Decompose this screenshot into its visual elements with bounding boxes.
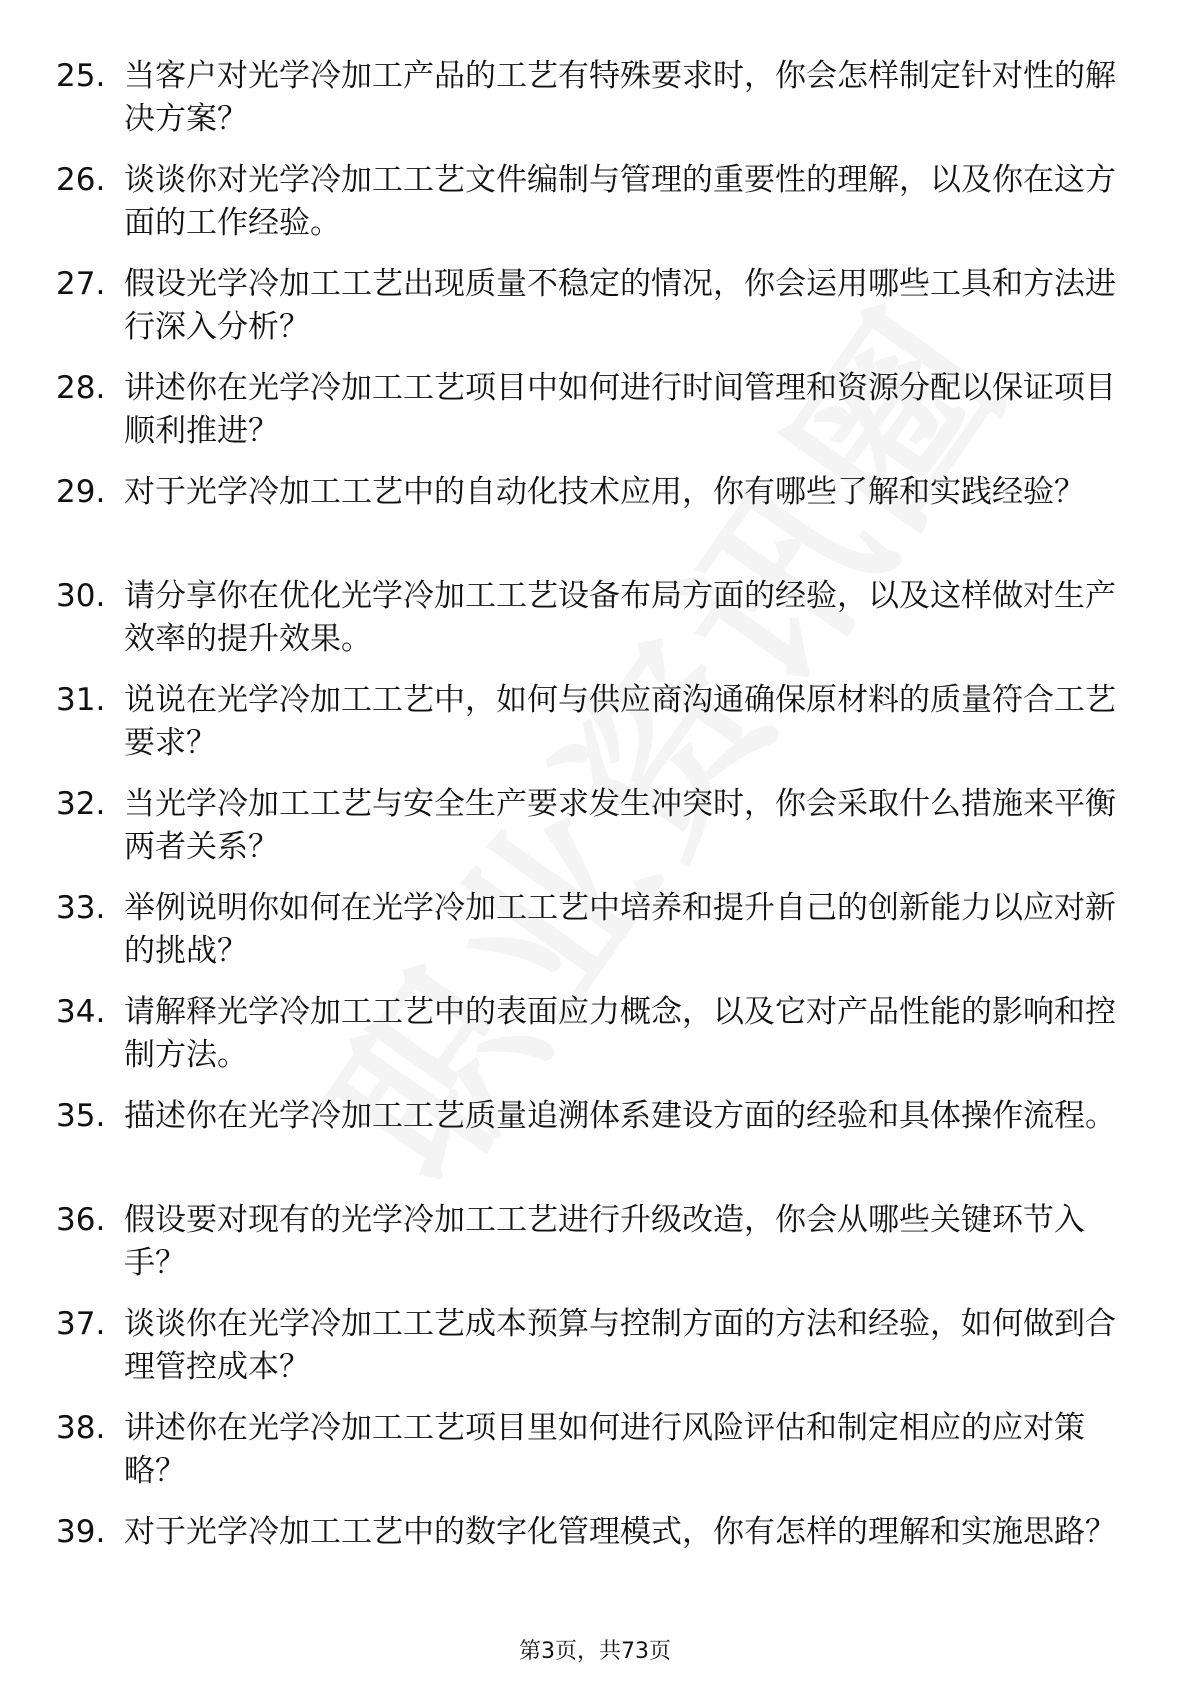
question-item [56,471,1116,575]
question-item [56,367,1116,471]
question-number: 29. [56,474,106,510]
question-number: 31. [56,682,106,718]
question-number: 27. [56,266,106,302]
question-text: 谈谈你对光学冷加工工艺文件编制与管理的重要性的理解，以及你在这方面的工作经验。 [124,162,1116,241]
question-item [56,1407,1116,1511]
page-number-label: 第3页，共73页 [519,1639,671,1664]
question-item [56,1303,1116,1407]
question-text: 当客户对光学冷加工产品的工艺有特殊要求时，你会怎样制定针对性的解决方案？ [124,58,1116,137]
question-text: 假设光学冷加工工艺出现质量不稳定的情况，你会运用哪些工具和方法进行深入分析？ [124,266,1116,345]
question-number: 30. [56,578,106,614]
question-item [56,1511,1116,1615]
question-number: 34. [56,994,106,1030]
question-text: 请分享你在优化光学冷加工工艺设备布局方面的经验，以及这样做对生产效率的提升效果。 [124,578,1116,657]
question-number: 39. [56,1514,106,1550]
question-text: 对于光学冷加工工艺中的数字化管理模式，你有怎样的理解和实施思路？ [124,1514,1116,1550]
question-item [56,991,1116,1095]
page-footer [0,1638,1190,1666]
question-item [56,263,1116,367]
question-text: 说说在光学冷加工工艺中，如何与供应商沟通确保原材料的质量符合工艺要求？ [124,682,1116,761]
question-number: 35. [56,1098,106,1134]
question-text: 讲述你在光学冷加工工艺项目中如何进行时间管理和资源分配以保证项目顺利推进？ [124,370,1116,449]
question-number: 32. [56,786,106,822]
question-text: 当光学冷加工工艺与安全生产要求发生冲突时，你会采取什么措施来平衡两者关系？ [124,786,1116,865]
question-text: 请解释光学冷加工工艺中的表面应力概念，以及它对产品性能的影响和控制方法。 [124,994,1116,1073]
question-item [56,159,1116,263]
question-number: 28. [56,370,106,406]
question-text: 举例说明你如何在光学冷加工工艺中培养和提升自己的创新能力以应对新的挑战？ [124,890,1116,969]
question-list [56,55,1116,1615]
question-number: 25. [56,58,106,94]
question-number: 36. [56,1202,106,1238]
question-item [56,1095,1116,1199]
question-text: 对于光学冷加工工艺中的自动化技术应用，你有哪些了解和实践经验？ [124,474,1085,510]
question-item [56,679,1116,783]
question-item [56,575,1116,679]
question-text: 讲述你在光学冷加工工艺项目里如何进行风险评估和制定相应的应对策略？ [124,1410,1085,1489]
question-number: 33. [56,890,106,926]
question-item [56,887,1116,991]
question-number: 38. [56,1410,106,1446]
question-text: 谈谈你在光学冷加工工艺成本预算与控制方面的方法和经验，如何做到合理管控成本？ [124,1306,1116,1385]
question-item [56,55,1116,159]
question-number: 37. [56,1306,106,1342]
question-text: 假设要对现有的光学冷加工工艺进行升级改造，你会从哪些关键环节入手？ [124,1202,1085,1281]
question-item [56,1199,1116,1303]
question-text: 描述你在光学冷加工工艺质量追溯体系建设方面的经验和具体操作流程。 [124,1098,1116,1134]
question-number: 26. [56,162,106,198]
question-item [56,783,1116,887]
